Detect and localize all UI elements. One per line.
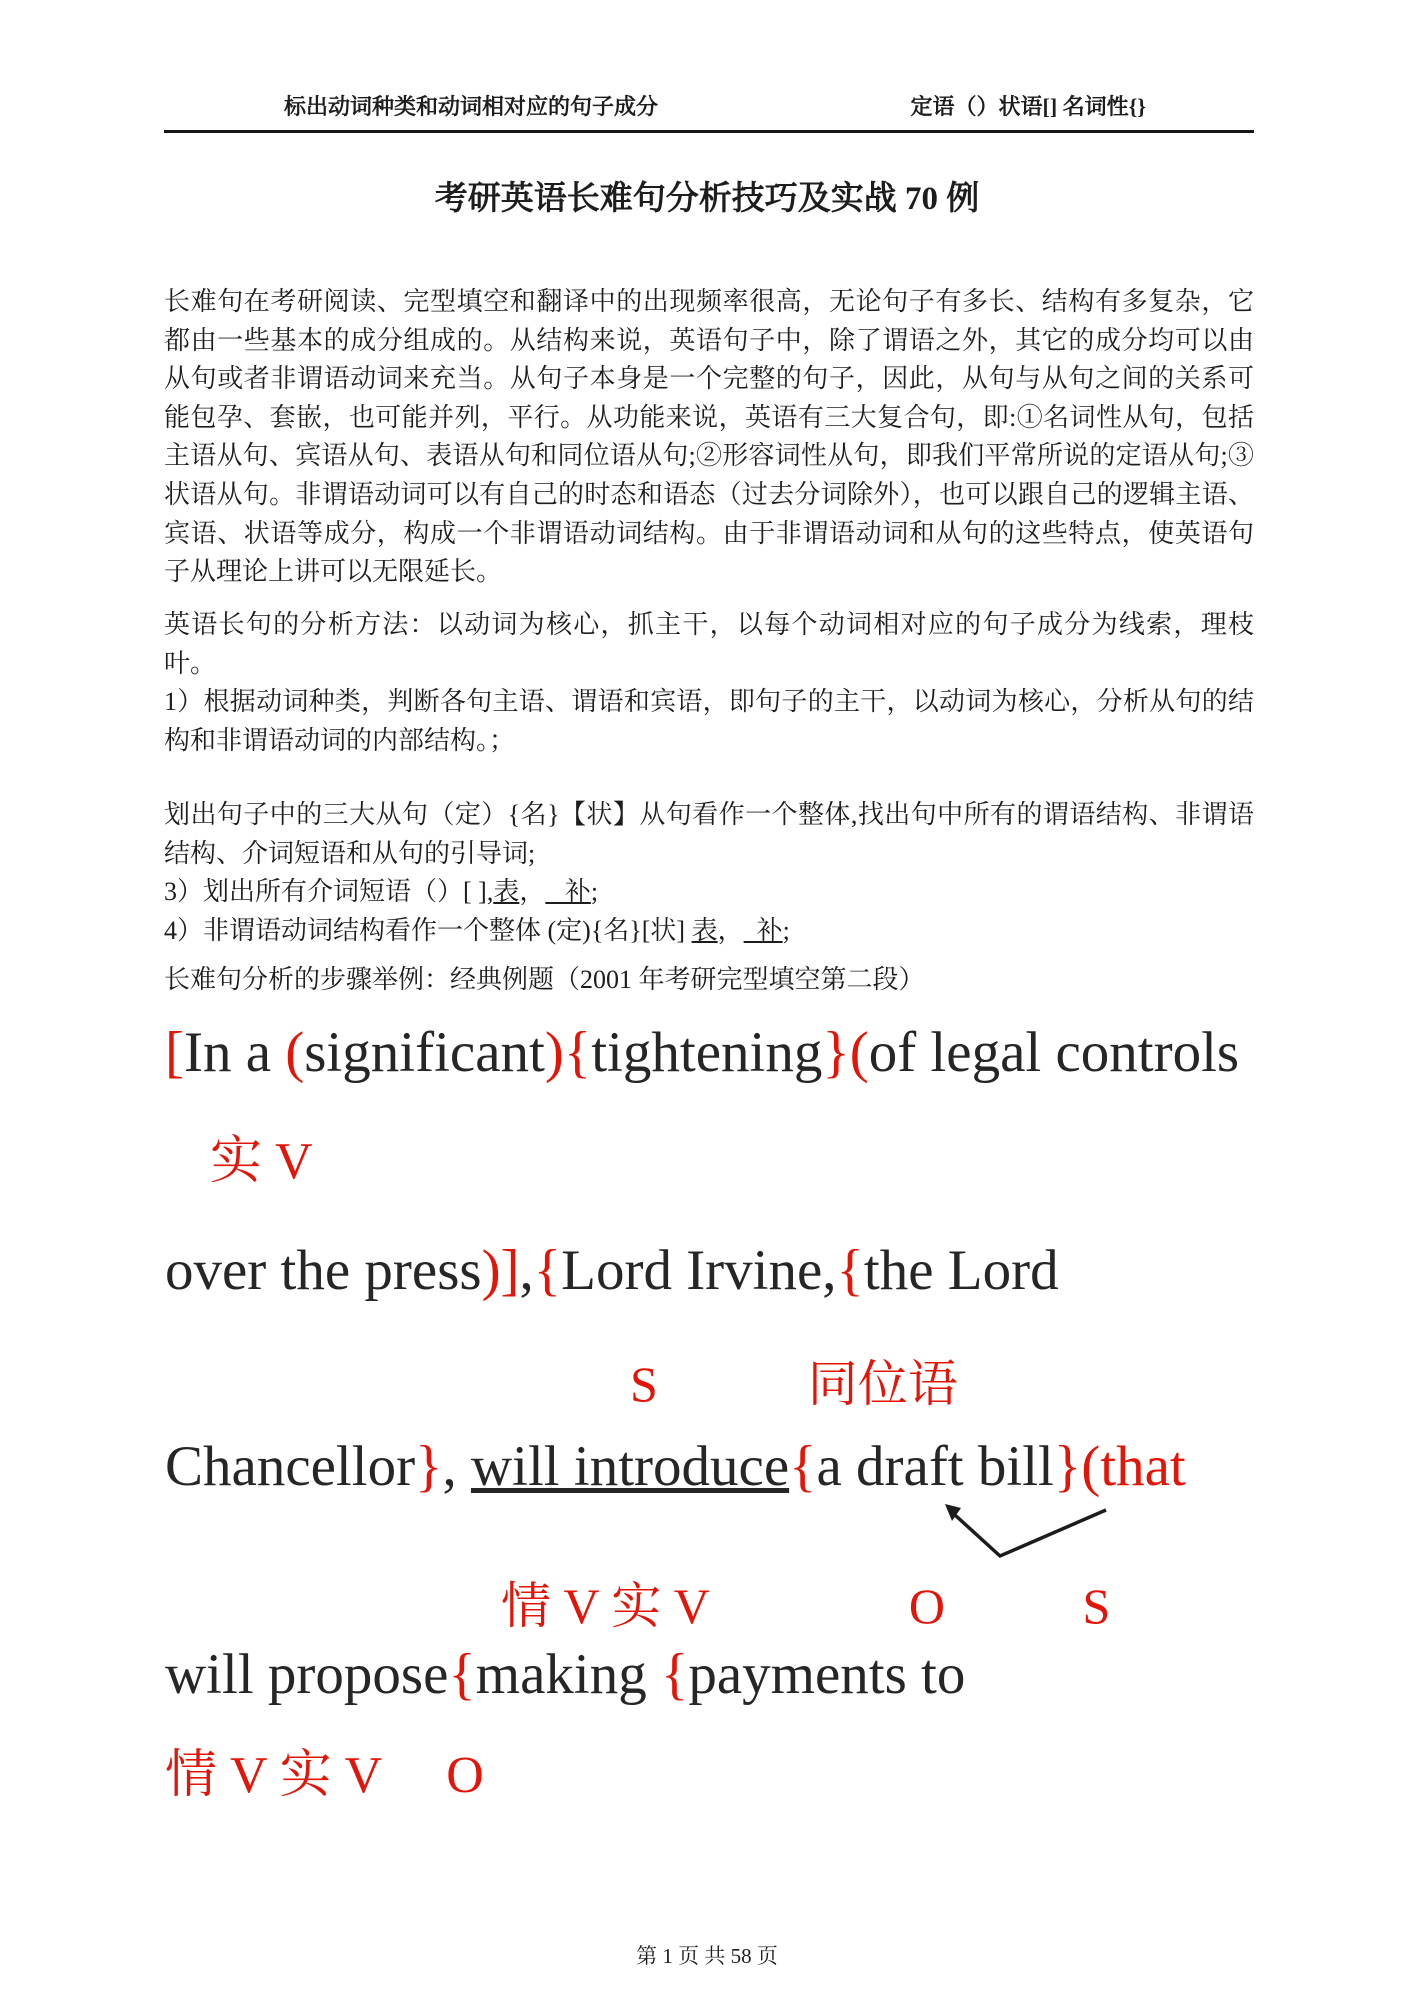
annotation-arrow-icon <box>928 1496 1118 1566</box>
clause-note: 划出句子中的三大从句（定）{名}【状】从句看作一个整体,找出句中所有的谓语结构、非谓语结构、介词短语和从句的引导词; <box>164 800 1254 868</box>
example-heading: 长难句分析的步骤举例：经典例题（2001 年考研完型填空第二段） <box>164 965 925 994</box>
annotation-modal-verb-o-s: 情 V 实 V O S <box>501 1578 1111 1634</box>
header-left-text: 标出动词种类和动词相对应的句子成分 <box>284 94 659 119</box>
annotation-s-apposition: S 同位语 <box>630 1356 958 1412</box>
step-1: 1）根据动词种类，判断各句主语、谓语和宾语，即句子的主干，以动词为核心，分析从句的结构和非谓语动词的内部结构。； <box>164 687 1254 755</box>
step-4: 4）非谓语动词结构看作一个整体 (定){名}[状] 表， 补; <box>164 915 790 945</box>
annotation-shi-v: 实 V <box>210 1133 313 1190</box>
example-sentence-line-2: over the press)],{Lord Irvine,{the Lord <box>165 1239 1059 1302</box>
method-paragraph: 英语长句的分析方法：以动词为核心，抓主干，以每个动词相对应的句子成分为线索，理枝叶。 <box>164 610 1254 678</box>
method-block <box>164 606 1254 760</box>
example-sentence-line-3: Chancellor}, will introduce{a draft bill}(that <box>165 1435 1186 1498</box>
example-sentence-line-1: [In a (significant){tightening}(of legal controls <box>165 1021 1240 1084</box>
page-title: 考研英语长难句分析技巧及实战 70 例 <box>434 181 980 217</box>
annotation-modal-verb-o: 情 V 实 V O <box>165 1747 484 1804</box>
page-header <box>164 90 1254 133</box>
page-footer: 第 1 页 共 58 页 <box>636 1944 778 1968</box>
header-right-text: 定语（）状语[] 名词性{} <box>910 94 1146 119</box>
steps-block <box>164 796 1254 950</box>
intro-paragraph: 长难句在考研阅读、完型填空和翻译中的出现频率很高，无论句子有多长、结构有多复杂，它都由一些基本的成分组成的。从结构来说，英语句子中，除了谓语之外，其它的成分均可以由从句或者非谓语动词来充当。从句子本身是一个完整的句子，因此，从句与从句之间的关系可能包孕、套嵌，也可能并列，平行。从功能来说，英语有三大复合句，即:①名词性从句，包括主语从句、宾语从句、表语从句和同位语从句;②形容词性从句，即我们平常所说的定语从句;③状语从句。非谓语动词可以有自己的时态和语态（过去分词除外），也可以跟自己的逻辑主语、宾语、状语等成分，构成一个非谓语动词结构。由于非谓语动词和从句的这些特点，使英语句子从理论上讲可以无限延长。 <box>164 287 1254 587</box>
example-sentence-line-4: will propose{making {payments to <box>165 1643 966 1706</box>
step-3: 3）划出所有介词短语（）[ ],表， 补; <box>164 877 599 907</box>
